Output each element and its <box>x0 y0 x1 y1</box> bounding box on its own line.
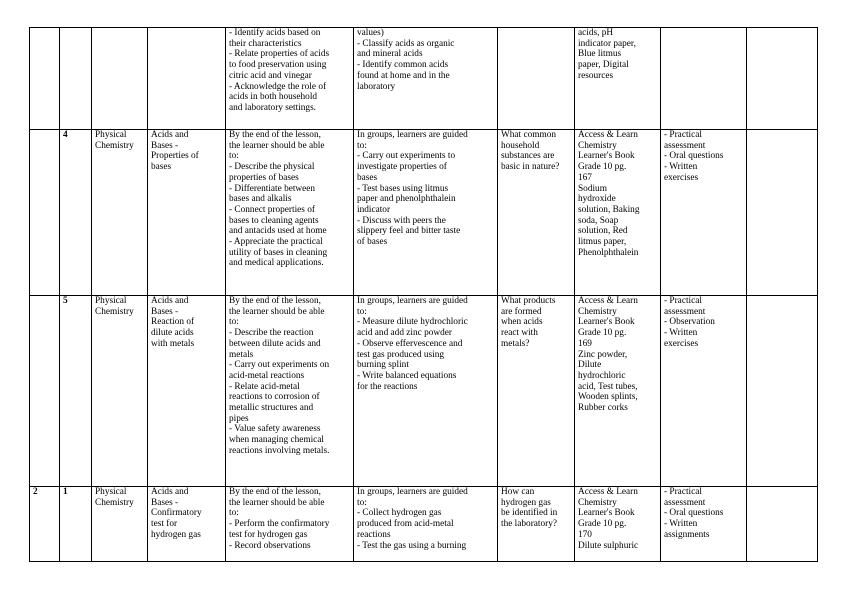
cell-text-line: Chemistry <box>578 306 617 317</box>
key-inquiry-question-cell <box>498 296 575 487</box>
cell-text-line: - Practical <box>664 296 702 306</box>
cell-text-line: - Practical <box>664 130 702 140</box>
cell-text-line: Bases - <box>151 140 179 151</box>
cell-text-line: to: <box>357 140 367 151</box>
cell-text-line: utility of bases in cleaning <box>229 247 328 258</box>
cell-text-line: - Observe effervescence and <box>357 338 463 349</box>
cell-text-line: pipes <box>229 413 249 424</box>
cell-text-line: react with <box>501 328 538 339</box>
cell-text-line: solution, Baking <box>578 204 640 215</box>
cell-text-line: exercises <box>664 172 699 183</box>
cell-text-line: bases <box>357 172 378 183</box>
cell-text-line: between dilute acids and <box>229 338 321 349</box>
cell-text-line: indicator paper, <box>578 38 636 49</box>
cell-text-line: 170 <box>578 529 592 540</box>
key-inquiry-question-cell <box>498 28 575 130</box>
week-cell <box>30 130 60 296</box>
cell-text-line: metals <box>229 349 254 360</box>
cell-text-line: By the end of the lesson, <box>229 487 321 497</box>
cell-text-line: - Observation <box>664 317 715 328</box>
cell-text-line: - Measure dilute hydrochloric <box>357 317 468 328</box>
cell-text-line: Sodium <box>578 183 607 194</box>
cell-text-line: In groups, learners are guided <box>357 296 468 306</box>
cell-text-line: when managing chemical <box>229 435 324 446</box>
cell-text-line: slippery feel and bitter taste <box>357 226 461 237</box>
cell-text-line: solution, Red <box>578 226 628 237</box>
cell-text-line: Learner's Book <box>578 508 635 519</box>
cell-text-line: Physical <box>95 487 127 497</box>
cell-text-line: and antacids used at home <box>229 226 327 237</box>
cell-text-line: produced from acid-metal <box>357 519 454 530</box>
cell-text-line: Grade 10 pg. <box>578 328 627 339</box>
cell-text-line: Chemistry <box>95 140 134 151</box>
cell-text-line: - Discuss with peers the <box>357 215 446 226</box>
cell-text-line: Access & Learn <box>578 130 638 140</box>
cell-text-line: Bases - <box>151 306 179 317</box>
strand-cell <box>92 487 148 562</box>
cell-text-line: Chemistry <box>578 497 617 508</box>
strand-cell <box>92 130 148 296</box>
cell-text-line: Chemistry <box>95 306 134 317</box>
cell-text-line: and mineral acids <box>357 49 423 60</box>
table-row <box>30 487 818 562</box>
strand-cell <box>92 296 148 487</box>
cell-text-line: - Written <box>664 328 698 339</box>
learning-resources-cell <box>575 130 661 296</box>
cell-text-line: - Identify acids based on <box>229 28 321 38</box>
cell-text-line: What products <box>501 296 556 306</box>
cell-text-line: when acids <box>501 317 543 328</box>
cell-text-line: Physical <box>95 296 127 306</box>
cell-text-line: bases <box>151 162 172 173</box>
week-cell: 2 <box>30 487 60 562</box>
cell-text-line: Blue litmus <box>578 49 622 60</box>
cell-text-line: soda, Soap <box>578 215 619 226</box>
cell-text-line: household <box>501 140 540 151</box>
cell-text-line: Reaction of <box>151 317 195 328</box>
cell-text-line: Physical <box>95 130 127 140</box>
cell-text-line: metallic structures and <box>229 403 314 414</box>
cell-text-line: investigate properties of <box>357 162 447 173</box>
cell-text-line: - Relate properties of acids <box>229 49 330 60</box>
cell-text-line: Phenolphthalein <box>578 247 639 258</box>
cell-text-line: Bases - <box>151 497 179 508</box>
learning-experiences-cell <box>354 487 498 562</box>
remarks-cell <box>747 487 818 562</box>
lesson-cell: 4 <box>60 130 92 296</box>
cell-text-line: acid, Test tubes, <box>578 381 638 392</box>
cell-text-line: - Test the gas using a burning <box>357 540 467 551</box>
cell-text-line: assignments <box>664 529 710 540</box>
cell-text-line: substances are <box>501 151 555 162</box>
cell-text-line: Grade 10 pg. <box>578 162 627 173</box>
table-row <box>30 130 818 296</box>
cell-text-line: - Record observations <box>229 540 311 551</box>
cell-text-line: - Oral questions <box>664 508 724 519</box>
scheme-of-work-table <box>29 27 818 562</box>
learning-outcomes-cell <box>226 130 354 296</box>
cell-text-line: Rubber corks <box>578 403 628 414</box>
cell-text-line: - Differentiate between <box>229 183 316 194</box>
cell-text-line: - Written <box>664 519 698 530</box>
cell-text-line: In groups, learners are guided <box>357 487 468 497</box>
cell-text-line: Chemistry <box>95 497 134 508</box>
cell-text-line: How can <box>501 487 535 497</box>
cell-text-line: acid-metal reactions <box>229 370 305 381</box>
cell-text-line: indicator <box>357 204 391 215</box>
cell-text-line: assessment <box>664 306 706 317</box>
cell-text-line: - Write balanced equations <box>357 370 457 381</box>
cell-text-line: Dilute sulphuric <box>578 540 639 551</box>
cell-text-line: Zinc powder, <box>578 349 628 360</box>
cell-text-line: - Appreciate the practical <box>229 237 323 248</box>
cell-text-line: be identified in <box>501 508 558 519</box>
cell-text-line: and medical applications. <box>229 258 324 269</box>
learning-outcomes-cell <box>226 28 354 130</box>
cell-text-line: - Connect properties of <box>229 204 315 215</box>
cell-text-line: By the end of the lesson, <box>229 130 321 140</box>
cell-text-line: - Acknowledge the role of <box>229 81 327 92</box>
learning-resources-cell <box>575 28 661 130</box>
cell-text-line: - Collect hydrogen gas <box>357 508 442 519</box>
cell-text-line: paper and phenolphthalein <box>357 194 456 205</box>
cell-text-line: - Describe the physical <box>229 162 315 173</box>
cell-text-line: and laboratory settings. <box>229 102 317 113</box>
cell-text-line: found at home and in the <box>357 70 450 81</box>
assessment-cell <box>661 28 747 130</box>
learning-experiences-cell <box>354 28 498 130</box>
cell-text-line: test for <box>151 519 178 530</box>
cell-text-line: hydrochloric <box>578 370 626 381</box>
cell-text-line: Confirmatory <box>151 508 202 519</box>
cell-text-line: the learner should be able <box>229 140 325 151</box>
cell-text-line: Access & Learn <box>578 487 638 497</box>
cell-text-line: Chemistry <box>578 140 617 151</box>
cell-text-line: Acids and <box>151 487 189 497</box>
cell-text-line: metals? <box>501 338 530 349</box>
cell-text-line: are formed <box>501 306 542 317</box>
remarks-cell <box>747 130 818 296</box>
key-inquiry-question-cell <box>498 487 575 562</box>
remarks-cell <box>747 296 818 487</box>
table-row <box>30 28 818 130</box>
cell-text-line: Grade 10 pg. <box>578 519 627 530</box>
strand-cell <box>92 28 148 130</box>
cell-text-line: - Identify common acids <box>357 60 449 71</box>
cell-text-line: to: <box>229 508 239 519</box>
learning-resources-cell <box>575 296 661 487</box>
cell-text-line: bases to cleaning agents <box>229 215 319 226</box>
cell-text-line: acid and add zinc powder <box>357 328 452 339</box>
cell-text-line: test gas produced using <box>357 349 445 360</box>
cell-text-line: - Value safety awareness <box>229 424 321 435</box>
cell-text-line: values) <box>357 28 384 38</box>
key-inquiry-question-cell <box>498 130 575 296</box>
assessment-cell <box>661 487 747 562</box>
cell-text-line: acids in both household <box>229 92 318 103</box>
learning-experiences-cell <box>354 130 498 296</box>
cell-text-line: their characteristics <box>229 38 302 49</box>
cell-text-line: Acids and <box>151 296 189 306</box>
sub-strand-cell <box>148 28 226 130</box>
cell-text-line: - Practical <box>664 487 702 497</box>
cell-text-line: - Perform the confirmatory <box>229 519 330 530</box>
cell-text-line: bases and alkalis <box>229 194 292 205</box>
lesson-cell: 5 <box>60 296 92 487</box>
cell-text-line: paper, Digital <box>578 60 629 71</box>
learning-experiences-cell <box>354 296 498 487</box>
cell-text-line: Acids and <box>151 130 189 140</box>
lesson-cell: 1 <box>60 487 92 562</box>
cell-text-line: hydrogen gas <box>501 497 551 508</box>
cell-text-line: properties of bases <box>229 172 299 183</box>
cell-text-line: to: <box>229 317 239 328</box>
cell-text-line: the learner should be able <box>229 497 325 508</box>
cell-text-line: Wooden splints, <box>578 392 638 403</box>
cell-text-line: to: <box>229 151 239 162</box>
week-cell <box>30 296 60 487</box>
cell-text-line: Access & Learn <box>578 296 638 306</box>
learning-outcomes-cell <box>226 487 354 562</box>
lesson-cell <box>60 28 92 130</box>
cell-text-line: 167 <box>578 172 592 183</box>
sub-strand-cell <box>148 487 226 562</box>
cell-text-line: resources <box>578 70 614 81</box>
cell-text-line: In groups, learners are guided <box>357 130 468 140</box>
cell-text-line: - Test bases using litmus <box>357 183 449 194</box>
cell-text-line: reactions involving metals. <box>229 445 330 456</box>
table-body <box>30 28 818 562</box>
cell-text-line: - Carry out experiments to <box>357 151 456 162</box>
cell-text-line: - Describe the reaction <box>229 328 314 339</box>
learning-resources-cell <box>575 487 661 562</box>
cell-text-line: test for hydrogen gas <box>229 529 308 540</box>
cell-text-line: Learner's Book <box>578 317 635 328</box>
cell-text-line: with metals <box>151 338 195 349</box>
cell-text-line: the laboratory? <box>501 519 558 530</box>
cell-text-line: What common <box>501 130 556 140</box>
cell-text-line: 169 <box>578 338 592 349</box>
assessment-cell <box>661 130 747 296</box>
learning-outcomes-cell <box>226 296 354 487</box>
cell-text-line: acids, pH <box>578 28 614 38</box>
cell-text-line: - Oral questions <box>664 151 724 162</box>
table-row <box>30 296 818 487</box>
sub-strand-cell <box>148 296 226 487</box>
sub-strand-cell <box>148 130 226 296</box>
assessment-cell <box>661 296 747 487</box>
cell-text-line: to: <box>357 497 367 508</box>
cell-text-line: By the end of the lesson, <box>229 296 321 306</box>
cell-text-line: assessment <box>664 140 706 151</box>
week-cell <box>30 28 60 130</box>
cell-text-line: basic in nature? <box>501 162 560 173</box>
cell-text-line: - Classify acids as organic <box>357 38 455 49</box>
cell-text-line: reactions <box>357 529 391 540</box>
cell-text-line: reactions to corrosion of <box>229 392 320 403</box>
cell-text-line: hydrogen gas <box>151 529 201 540</box>
cell-text-line: - Relate acid-metal <box>229 381 300 392</box>
cell-text-line: laboratory <box>357 81 396 92</box>
cell-text-line: Dilute <box>578 360 602 371</box>
cell-text-line: exercises <box>664 338 699 349</box>
remarks-cell <box>747 28 818 130</box>
cell-text-line: of bases <box>357 237 388 248</box>
cell-text-line: dilute acids <box>151 328 194 339</box>
cell-text-line: for the reactions <box>357 381 418 392</box>
cell-text-line: hydroxide <box>578 194 616 205</box>
cell-text-line: - Written <box>664 162 698 173</box>
cell-text-line: citric acid and vinegar <box>229 70 312 81</box>
cell-text-line: burning splint <box>357 360 409 371</box>
cell-text-line: Learner's Book <box>578 151 635 162</box>
cell-text-line: litmus paper, <box>578 237 627 248</box>
cell-text-line: - Carry out experiments on <box>229 360 330 371</box>
cell-text-line: the learner should be able <box>229 306 325 317</box>
cell-text-line: assessment <box>664 497 706 508</box>
cell-text-line: Properties of <box>151 151 199 162</box>
cell-text-line: to: <box>357 306 367 317</box>
cell-text-line: to food preservation using <box>229 60 327 71</box>
